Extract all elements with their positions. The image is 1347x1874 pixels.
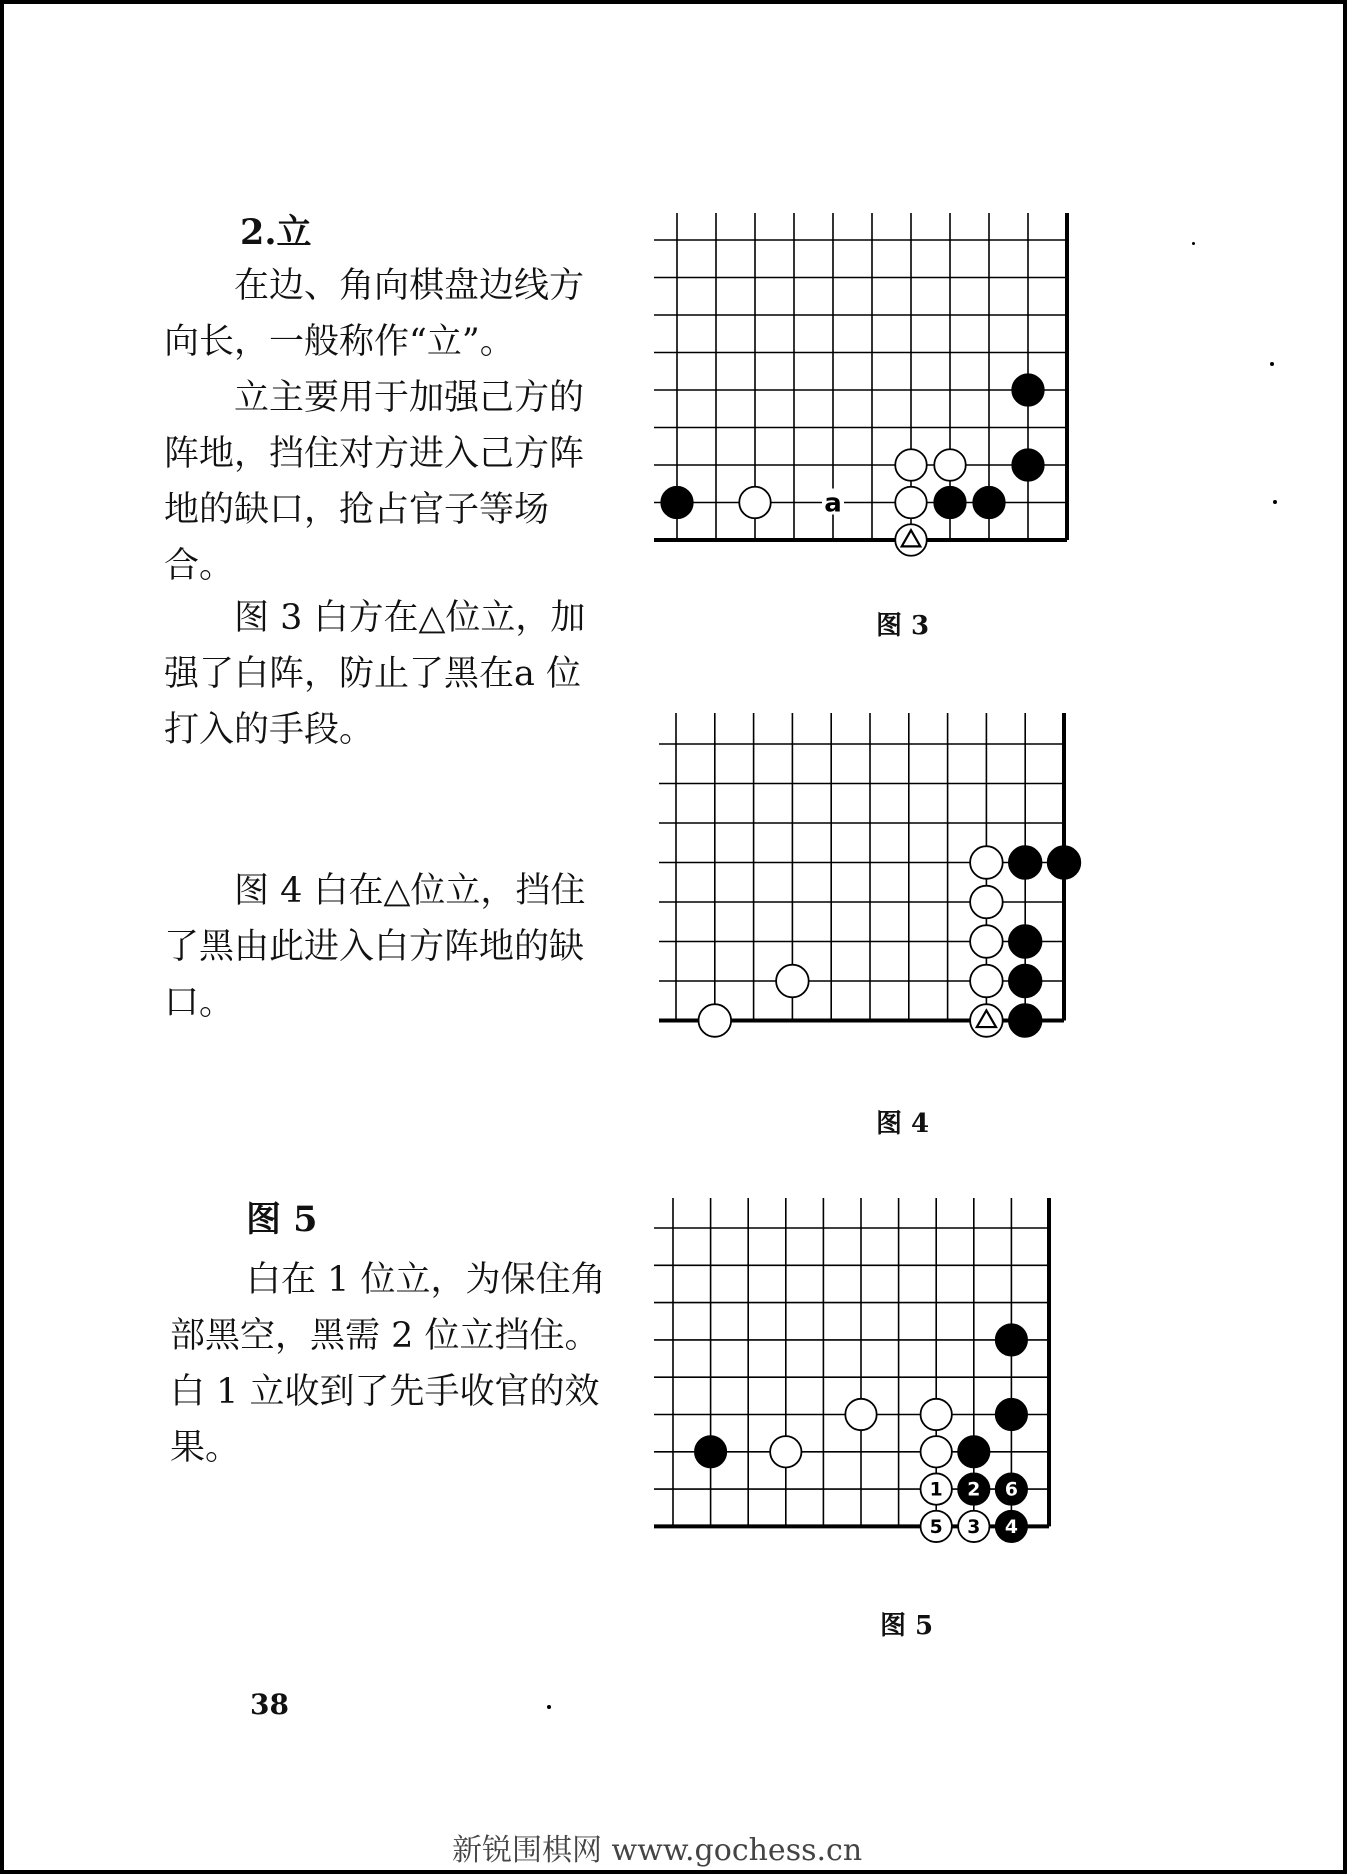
black-stone bbox=[996, 1511, 1027, 1542]
black-stone bbox=[661, 487, 693, 519]
figure-5-caption: 图 5 bbox=[880, 1611, 934, 1641]
svg-text:3: 3 bbox=[967, 1516, 981, 1538]
go-board-figure-4 bbox=[655, 705, 1125, 1075]
black-stone bbox=[1009, 846, 1042, 879]
white-stone bbox=[739, 487, 771, 519]
go-board-figure-3 bbox=[650, 205, 1120, 580]
black-stone bbox=[1048, 846, 1081, 879]
svg-text:6: 6 bbox=[1004, 1479, 1018, 1501]
black-stone bbox=[996, 1399, 1027, 1430]
black-stone bbox=[996, 1473, 1027, 1504]
figure-3-caption: 图 3 bbox=[876, 611, 930, 641]
white-stone bbox=[958, 1511, 989, 1542]
svg-text:4: 4 bbox=[1004, 1516, 1018, 1538]
white-stone bbox=[921, 1399, 952, 1430]
intro-paragraph: 在边、角向棋盘边线方向长，一般称作“立”。 bbox=[164, 266, 585, 362]
white-stone bbox=[845, 1399, 876, 1430]
white-stone bbox=[921, 1511, 952, 1542]
black-stone bbox=[1009, 925, 1042, 958]
figure-5-description: 白在 1 位立，为保住角部黑空，黑需 2 位立挡住。白 1 立收到了先手收官的效果。 bbox=[170, 1260, 606, 1468]
black-stone bbox=[958, 1473, 989, 1504]
white-stone bbox=[921, 1473, 952, 1504]
svg-text:1: 1 bbox=[929, 1479, 943, 1501]
white-stone bbox=[699, 1004, 732, 1037]
white-stone bbox=[970, 846, 1003, 879]
watermark: 新锐围棋网 www.gochess.cn bbox=[452, 1833, 863, 1868]
figure-3-description: 图 3 白方在△位立，加强了白阵，防止了黑在a 位打入的手段。 bbox=[164, 598, 586, 750]
white-stone bbox=[921, 1436, 952, 1467]
figure-4-caption: 图 4 bbox=[876, 1109, 930, 1139]
scan-speck bbox=[1270, 362, 1274, 366]
white-stone bbox=[970, 1004, 1003, 1037]
black-stone bbox=[1012, 449, 1044, 481]
black-stone bbox=[1009, 965, 1042, 998]
white-stone bbox=[770, 1436, 801, 1467]
scan-speck bbox=[1192, 242, 1195, 245]
white-stone bbox=[895, 449, 927, 481]
svg-text:5: 5 bbox=[929, 1516, 943, 1538]
black-stone bbox=[1009, 1004, 1042, 1037]
scan-speck bbox=[547, 1705, 551, 1709]
figure-4-description: 图 4 白在△位立，挡住了黑由此进入白方阵地的缺口。 bbox=[164, 871, 586, 1023]
black-stone bbox=[958, 1436, 989, 1467]
white-stone bbox=[970, 886, 1003, 919]
scan-speck bbox=[1273, 500, 1277, 504]
usage-paragraph: 立主要用于加强己方的阵地，挡住对方进入己方阵地的缺口，抢占官子等场合。 bbox=[164, 378, 585, 586]
svg-text:2: 2 bbox=[967, 1479, 981, 1501]
white-stone bbox=[776, 965, 809, 998]
black-stone bbox=[996, 1324, 1027, 1355]
black-stone bbox=[695, 1436, 726, 1467]
black-stone bbox=[973, 487, 1005, 519]
white-stone bbox=[970, 965, 1003, 998]
black-stone bbox=[934, 487, 966, 519]
white-stone bbox=[895, 524, 927, 556]
white-stone bbox=[895, 487, 927, 519]
go-board-figure-5 bbox=[650, 1190, 1125, 1570]
white-stone bbox=[970, 925, 1003, 958]
black-stone bbox=[1012, 374, 1044, 406]
section-heading: 2.立 bbox=[240, 212, 312, 253]
white-stone bbox=[934, 449, 966, 481]
figure-5-heading: 图 5 bbox=[246, 1199, 318, 1240]
page-number: 38 bbox=[250, 1688, 289, 1721]
board-label: a bbox=[824, 488, 842, 519]
